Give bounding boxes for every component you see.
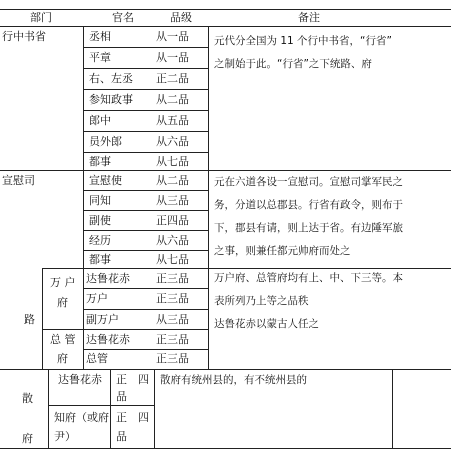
title-cell: 经历	[89, 234, 111, 247]
rule	[0, 448, 451, 449]
rank-cell: 正 四	[116, 373, 149, 386]
rule	[83, 210, 208, 211]
note-line: 达鲁花赤以蒙古人任之	[214, 318, 319, 330]
note-line: 元代分全国为 11 个行中书省，“行省”	[214, 35, 392, 47]
rank-cell: 从一品	[156, 30, 189, 43]
rank-cell: 正 四	[116, 411, 149, 424]
title-cell: 宣慰使	[89, 174, 122, 187]
title-cell: 万户	[86, 292, 108, 305]
wanhu-label: 府	[57, 296, 68, 309]
rule	[42, 268, 43, 369]
rule	[48, 369, 49, 448]
zongguan-label: 总 管	[50, 333, 76, 346]
title-cell: 丞相	[89, 30, 111, 43]
title-cell: 都事	[89, 155, 111, 168]
title-cell: 都事	[89, 253, 111, 266]
title-cell: 副万户	[86, 313, 119, 326]
rule	[0, 9, 451, 10]
note-lu	[214, 267, 403, 336]
rank-cell: 品	[116, 390, 127, 403]
rule	[48, 405, 154, 406]
rule	[83, 152, 208, 153]
note-line: 表所列乃上等之品秩	[214, 295, 309, 307]
dept-sanfu: 散	[22, 392, 33, 405]
rule	[83, 131, 208, 132]
note-line: 之制始于此。“行省”之下统路、府	[214, 58, 372, 70]
title-cell: 副使	[89, 214, 111, 227]
rule	[83, 309, 208, 310]
rank-cell: 从七品	[156, 253, 189, 266]
rule	[83, 190, 208, 191]
note-line: 元在六道各设一宣慰司。宣慰司掌军民之	[214, 176, 403, 188]
wanhu-label: 万 户	[50, 276, 76, 289]
rule	[42, 329, 208, 330]
note-line: 万户府、总管府均有上、中、下三等。本	[214, 272, 403, 284]
rank-cell: 正三品	[156, 333, 189, 346]
rank-cell: 正二品	[156, 72, 189, 85]
rule	[110, 369, 111, 448]
rule	[154, 369, 155, 448]
dept-xingzhong: 行中书省	[2, 30, 46, 43]
rule	[392, 369, 393, 448]
rule	[83, 288, 208, 289]
rank-cell: 从六品	[156, 234, 189, 247]
rank-cell: 从三品	[156, 313, 189, 326]
title-cell: 尹）	[54, 430, 76, 443]
rank-cell: 正三品	[156, 272, 189, 285]
title-cell: 平章	[89, 51, 111, 64]
dept-lu: 路	[24, 313, 35, 326]
rank-cell: 从五品	[156, 114, 189, 127]
rule	[0, 26, 451, 27]
title-cell: 达鲁花赤	[86, 333, 130, 346]
rule	[0, 369, 451, 370]
header-title: 官名	[112, 11, 134, 24]
header-dept: 部门	[30, 11, 52, 24]
note-xingzhong	[214, 30, 392, 76]
rank-cell: 从二品	[156, 174, 189, 187]
rule	[83, 110, 208, 111]
rule	[208, 26, 209, 369]
header-note: 备注	[298, 11, 320, 24]
rank-cell: 从三品	[156, 194, 189, 207]
rank-cell: 正四品	[156, 214, 189, 227]
title-cell: 右、左丞	[89, 72, 133, 85]
rule	[83, 26, 84, 369]
title-cell: 达鲁花赤	[86, 272, 130, 285]
rule	[83, 68, 208, 69]
rank-cell: 从六品	[156, 135, 189, 148]
rank-cell: 正三品	[156, 352, 189, 365]
note-line: 务，分道以总郡县。行省有政令，则布于	[214, 199, 403, 211]
title-cell: 员外郎	[89, 135, 122, 148]
note-line: 之事，则兼任都元帅府而处之	[214, 245, 351, 257]
rule	[83, 47, 208, 48]
title-cell: 总管	[86, 352, 108, 365]
rank-cell: 从一品	[156, 51, 189, 64]
rule	[83, 250, 208, 251]
title-cell: 达鲁花赤	[58, 373, 102, 386]
rule	[83, 89, 208, 90]
dept-sanfu: 府	[22, 432, 33, 445]
rule	[83, 230, 208, 231]
title-cell: 参知政事	[89, 93, 133, 106]
title-cell: 同知	[89, 194, 111, 207]
rank-cell: 品	[116, 430, 127, 443]
title-cell: 知府（或府	[54, 411, 109, 424]
rule	[83, 349, 208, 350]
title-cell: 郎中	[89, 114, 111, 127]
rank-cell: 正三品	[156, 292, 189, 305]
dept-xuanwei: 宣慰司	[2, 174, 35, 187]
note-line: 下，郡县有请，则上达于省。有边陲军旅	[214, 222, 403, 234]
note-xuanwei	[214, 171, 403, 263]
note-sanfu: 散府有统州县的，有不统州县的	[160, 374, 307, 386]
rank-cell: 从二品	[156, 93, 189, 106]
header-rank: 品级	[170, 11, 192, 24]
zongguan-label: 府	[57, 352, 68, 365]
rank-cell: 从七品	[156, 155, 189, 168]
